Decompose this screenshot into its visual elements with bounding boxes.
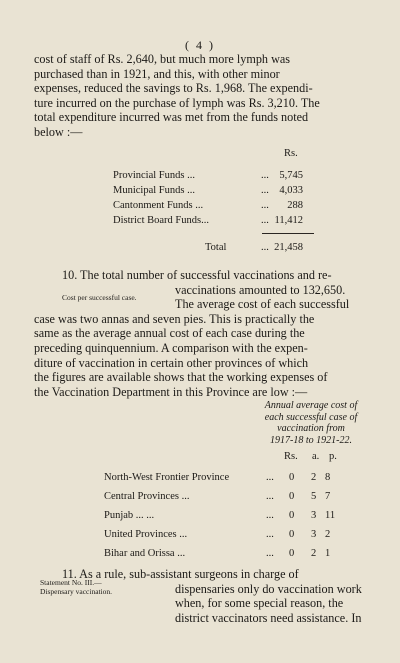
fund-dots: ... — [261, 170, 269, 181]
margin-note-line: Dispensary vaccination. — [40, 587, 113, 596]
fund-amount: 288 — [287, 200, 303, 211]
text-line: when, for some special reason, the — [175, 596, 344, 611]
text-line: cost of staff of Rs. 2,640, but much more lymph was — [34, 52, 291, 66]
province-dots: ... — [266, 548, 274, 559]
text-line: below :— — [34, 124, 83, 139]
funds-currency-header: Rs. — [284, 148, 298, 159]
fund-dots: ... — [261, 185, 269, 196]
text-line: case was two annas and seven pies. This is practically the — [34, 311, 315, 326]
paragraph-11 — [34, 567, 380, 625]
province-p: 1 — [325, 548, 331, 559]
caption-line: each successful case of — [264, 411, 358, 423]
province-rs: 0 — [289, 510, 295, 521]
text-line: 11. As a rule, sub-assistant surgeons in charge of — [62, 567, 299, 581]
text-line: the Vaccination Department in this Province are low :— — [34, 384, 308, 399]
province-rs: 0 — [289, 491, 295, 502]
province-p: 7 — [325, 491, 331, 502]
text-line: dispensaries only do vaccination work — [175, 581, 362, 596]
text-line: ture incurred on the purchase of lymph was Rs. 3,210. The — [34, 95, 320, 110]
margin-note-cost: Cost per successful case. — [62, 293, 137, 302]
province-a: 3 — [311, 510, 317, 521]
province-dots: ... — [266, 510, 274, 521]
text-line: total expenditure incurred was met from the funds noted — [34, 110, 309, 125]
province-dots: ... — [266, 491, 274, 502]
text-line: purchased than in 1921, and this, with other minor — [34, 66, 280, 81]
province-p: 2 — [325, 529, 331, 540]
header-a: a. — [312, 451, 320, 462]
fund-dots: ... — [261, 215, 269, 226]
province-name: North-West Frontier Province — [104, 472, 230, 483]
province-name: Punjab ... ... — [104, 510, 155, 521]
fund-amount: 5,745 — [279, 170, 303, 181]
total-amount: 21,458 — [274, 242, 303, 253]
province-name: Central Provinces ... — [104, 491, 190, 502]
province-dots: ... — [266, 529, 274, 540]
fund-label: District Board Funds... — [113, 215, 209, 226]
province-a: 3 — [311, 529, 317, 540]
header-rs: Rs. — [284, 451, 298, 462]
province-a: 2 — [311, 472, 317, 483]
text-line: vaccinations amounted to 132,650. — [175, 282, 346, 297]
fund-label: Municipal Funds ... — [113, 185, 195, 196]
caption-line: vaccination from — [277, 423, 345, 434]
total-rule — [262, 233, 314, 234]
caption-line: 1917-18 to 1921-22. — [270, 434, 352, 446]
margin-note-line: Statement No. III.— — [40, 578, 102, 587]
text-line: expenses, reduced the savings to Rs. 1,968. The expendi- — [34, 81, 313, 96]
paragraph-10 — [34, 268, 380, 399]
caption-line: Annual average cost of — [264, 400, 358, 411]
province-name: United Provinces ... — [104, 529, 188, 540]
text-line: same as the average annual cost of each case during the — [34, 326, 305, 341]
province-rs: 0 — [289, 529, 295, 540]
text-line: The average cost of each successful — [175, 297, 350, 312]
province-p: 11 — [325, 510, 336, 521]
province-dots: ... — [266, 472, 274, 483]
intro-paragraph — [34, 52, 380, 140]
province-table-caption — [250, 400, 372, 446]
text-line: the figures are available shows that the working expenses of — [34, 370, 328, 385]
header-p: p. — [329, 451, 337, 462]
text-line: district vaccinators need assistance. In — [175, 610, 362, 625]
fund-label: Provincial Funds ... — [113, 170, 195, 181]
province-a: 5 — [311, 491, 317, 502]
text-line: preceding quinquennium. A comparison with the expen- — [34, 340, 308, 355]
province-a: 2 — [311, 548, 317, 559]
text-line: diture of vaccination in certain other provinces of which — [34, 355, 309, 370]
page-number: ( 4 ) — [185, 38, 215, 52]
total-dots: ... — [261, 242, 269, 253]
total-label: Total — [205, 242, 227, 253]
province-p: 8 — [325, 472, 331, 483]
fund-amount: 4,033 — [279, 185, 303, 196]
fund-dots: ... — [261, 200, 269, 211]
fund-amount: 11,412 — [274, 215, 303, 226]
text-line: 10. The total number of successful vaccinations and re- — [62, 268, 332, 282]
fund-label: Cantonment Funds ... — [113, 200, 204, 211]
province-name: Bihar and Orissa ... — [104, 548, 186, 559]
province-rs: 0 — [289, 472, 295, 483]
province-rs: 0 — [289, 548, 295, 559]
